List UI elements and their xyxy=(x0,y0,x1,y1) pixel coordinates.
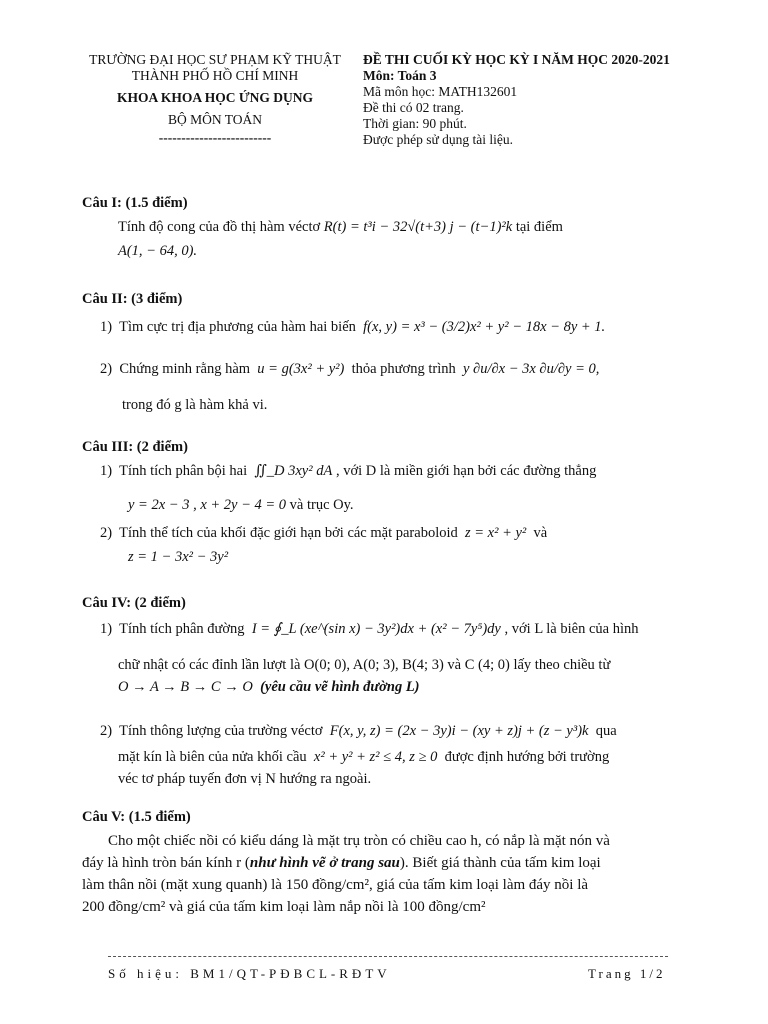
q4-item1-line3 xyxy=(118,676,723,698)
q3-item1 xyxy=(100,460,725,482)
university-name: TRƯỜNG ĐẠI HỌC SƯ PHẠM KỸ THUẬT xyxy=(89,52,341,67)
q1-formula: R(t) = t³i − 32√(t+3) j − (t−1)²k xyxy=(323,219,513,235)
header-rule: ------------------------- xyxy=(158,130,272,145)
q2-item2-formula-a: u = g(3x² + y²) xyxy=(257,361,345,377)
q4-item1-line2: chữ nhật có các đỉnh lần lượt là O(0; 0), A(0; 3), B(4; 3) và C (4; 0) lấy theo chiều từ xyxy=(118,657,611,673)
q2-item2-formula-b: y ∂u/∂x − 3x ∂u/∂y = 0, xyxy=(462,361,600,377)
form-code: Số hiệu: BM1/QT-PĐBCL-RĐTV xyxy=(108,966,391,981)
course-code: Mã môn học: MATH132601 xyxy=(363,84,518,99)
exam-title: ĐỀ THI CUỐI KỲ HỌC KỲ I NĂM HỌC 2020-2021 xyxy=(363,52,670,67)
faculty-name: KHOA KHOA HỌC ỨNG DỤNG xyxy=(116,90,313,105)
q3-item2-text-a: Tính thể tích của khối đặc giới hạn bởi các mặt paraboloid xyxy=(119,525,458,541)
q2-item2-num: 2) xyxy=(100,361,113,377)
q4-item2-line2 xyxy=(118,746,723,768)
q2-item2 xyxy=(100,358,725,380)
q4-item2-num: 2) xyxy=(100,723,113,739)
q2-item2-condition: trong đó g là hàm khả vi. xyxy=(122,397,268,413)
materials-note: Được phép sử dụng tài liệu. xyxy=(363,132,513,147)
q2-title: Câu II: (3 điểm) xyxy=(82,291,183,307)
q4-item2-line2-b: được định hướng bởi trường xyxy=(444,749,610,765)
q4-title: Câu IV: (2 điểm) xyxy=(82,595,186,611)
q3-item1-lines: y = 2x − 3 , x + 2y − 4 = 0 xyxy=(128,497,287,513)
q1-body xyxy=(118,216,723,238)
q5-line2: đáy là hình tròn bán kính r (như hình vẽ ở trang sau). Biết giá thành của tấm kim loại xyxy=(82,855,601,871)
q2-item2-text-a: Chứng minh rằng hàm xyxy=(119,361,251,377)
q4-item1 xyxy=(100,618,725,640)
q3-item2 xyxy=(100,522,725,544)
exam-subject: Môn: Toán 3 xyxy=(363,68,437,83)
q4-item2-formula: F(x, y, z) = (2x − 3y)i − (xy + z)j + (z − y³)k xyxy=(329,723,589,739)
q5-line4: 200 đồng/cm² và giá của tấm kim loại làm nắp nồi là 100 đồng/cm² xyxy=(82,899,486,915)
q1-text: Tính độ cong của đồ thị hàm véctơ xyxy=(118,219,321,235)
q3-item1-text-a: Tính tích phân bội hai xyxy=(119,463,248,479)
q3-item1-formula: ∬_D 3xy² dA xyxy=(254,463,333,479)
q4-item2-line3: véc tơ pháp tuyến đơn vị N hướng ra ngoài. xyxy=(118,771,372,787)
university-city: THÀNH PHỐ HỒ CHÍ MINH xyxy=(131,68,299,83)
q2-item1 xyxy=(100,316,725,338)
q4-item2-text-b: qua xyxy=(595,723,617,739)
footer-divider xyxy=(108,956,668,957)
q5-figure-note: như hình vẽ ở trang sau xyxy=(249,855,400,871)
q3-item1-num: 1) xyxy=(100,463,113,479)
exam-time: Thời gian: 90 phút. xyxy=(363,116,467,131)
q1-title: Câu I: (1.5 điểm) xyxy=(82,195,188,211)
q4-item2 xyxy=(100,720,725,742)
q4-item2-region: x² + y² + z² ≤ 4, z ≥ 0 xyxy=(313,749,438,765)
q2-item1-text: Tìm cực trị địa phương của hàm hai biến xyxy=(119,319,356,335)
q3-item2-num: 2) xyxy=(100,525,113,541)
q5-title: Câu V: (1.5 điểm) xyxy=(82,809,191,825)
header-exam-info xyxy=(363,52,743,148)
q4-item1-formula: I = ∮_L (xe^(sin x) − 3y²)dx + (x² − 7y⁵)dy xyxy=(251,621,501,637)
q2-item1-formula: f(x, y) = x³ − (3/2)x² + y² − 18x − 8y + 1. xyxy=(363,319,606,335)
q3-item1-axis: và trục Oy. xyxy=(289,497,354,513)
q3-item2-formula-a: z = x² + y² xyxy=(465,525,527,541)
q3-item1-text-b: , với D là miền giới hạn bởi các đường thẳng xyxy=(335,463,597,479)
header-institution xyxy=(70,52,360,146)
page-number: Trang 1/2 xyxy=(588,966,666,981)
q4-item1-num: 1) xyxy=(100,621,113,637)
q1-text-b: tại điểm xyxy=(515,219,563,235)
q4-item1-note: (yêu cầu vẽ hình đường L) xyxy=(260,679,420,695)
q4-item1-text-a: Tính tích phân đường xyxy=(119,621,245,637)
q3-item2-text-b: và xyxy=(533,525,548,541)
q4-item1-path: O → A → B → C → O xyxy=(118,679,253,695)
department-name: BỘ MÔN TOÁN xyxy=(167,112,262,127)
q4-item2-text-a: Tính thông lượng của trường véctơ xyxy=(119,723,323,739)
q5-line1: Cho một chiếc nồi có kiểu dáng là mặt trụ tròn có chiều cao h, có nắp là mặt nón và xyxy=(108,833,610,849)
q4-item1-text-b: , với L là biên của hình xyxy=(504,621,639,637)
q3-item2-formula-b: z = 1 − 3x² − 3y² xyxy=(128,549,229,565)
q1-point: A(1, − 64, 0). xyxy=(118,243,198,259)
q3-item2-line2 xyxy=(128,546,733,568)
q2-item1-num: 1) xyxy=(100,319,113,335)
page-count: Đề thi có 02 trang. xyxy=(363,100,464,115)
q4-item2-line2-a: mặt kín là biên của nửa khối cầu xyxy=(118,749,307,765)
q5-line3: làm thân nồi (mặt xung quanh) là 150 đồng/cm², giá của tấm kim loại làm đáy nồi là xyxy=(82,877,589,893)
q3-item1-line2 xyxy=(128,494,733,516)
q3-title: Câu III: (2 điểm) xyxy=(82,439,188,455)
q2-item2-text-b: thỏa phương trình xyxy=(351,361,456,377)
